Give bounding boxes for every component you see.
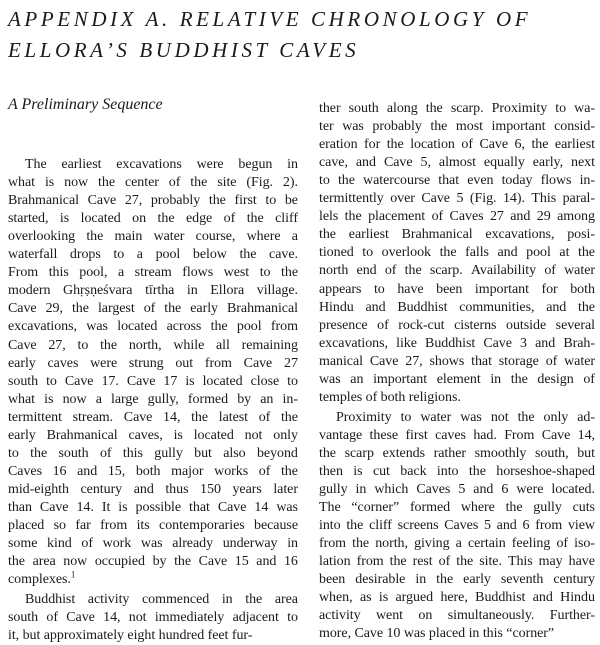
right-column-line: the earliest Brahmanical excavations, posi-	[319, 227, 595, 243]
right-column-line: termittently over Cave 5 (Fig. 14). This paral-	[319, 191, 595, 207]
right-column-line: presence of rock-cut cisterns outside several	[319, 317, 595, 333]
right-column-line: then is cut back into the horseshoe-shaped	[319, 464, 595, 479]
left-column-line: modern Ghṛṣṇeśvara tīrtha in Ellora village.	[8, 283, 298, 299]
right-column-line: ter was probably the most important consid-	[319, 119, 595, 135]
left-column-line: early Brahmanical caves, is located not only	[8, 427, 298, 443]
left-column-line: what is now a large gully, formed by an in-	[8, 391, 298, 407]
left-column-line: From this pool, a stream flows west to the	[8, 265, 298, 281]
left-column-line: south of Cave 14, not immediately adjacent to	[8, 610, 298, 626]
left-column-line: Caves 16 and 15, both major works of the	[8, 463, 298, 479]
right-column-line: to the watercourse that even today flows in-	[319, 173, 595, 189]
left-column-line: it, but approximately eight hundred feet fur-	[8, 628, 253, 644]
left-column-line: Buddhist activity commenced in the area	[25, 592, 298, 608]
right-column-line: Proximity to water was not the only ad-	[336, 409, 595, 425]
left-column-line: termittent stream. Cave 14, the latest of the	[8, 409, 298, 425]
footnote-marker: 1	[70, 569, 76, 580]
right-column-line: vantage these first caves had. From Cave 14,	[319, 427, 595, 443]
right-column-line: activity went on simultaneously. Further-	[319, 608, 595, 624]
left-column-line: Cave 29, the largest of the early Brahmanical	[8, 301, 298, 317]
right-column-line: the scarp extends rather smoothly south, but	[319, 445, 595, 461]
left-column-line: The earliest excavations were begun in	[25, 157, 298, 172]
left-column-line: Cave 27, to the north, while all remaining	[8, 337, 298, 353]
right-column-line: lels the placement of Caves 27 and 29 among	[319, 209, 595, 225]
appendix-title-line-1: APPENDIX A. RELATIVE CHRONOLOGY OF	[8, 7, 532, 31]
left-column-line: than Cave 14. It is possible that Cave 14 was	[8, 499, 298, 515]
left-column-line: complexes.$^1$	[8, 569, 76, 588]
right-column-line: north end of the scarp. Availability of water	[319, 263, 595, 279]
right-column-line: more, Cave 10 was placed in this “corner”	[319, 626, 555, 642]
left-column-line: started, is located on the edge of the cliff	[8, 211, 298, 227]
right-column-line: temples of both religions.	[319, 389, 461, 405]
left-column-line: overlooking the main water course, where a	[8, 229, 298, 245]
left-column-line: excavations, was located across the pool from	[8, 319, 298, 335]
right-column-line: gully in which Caves 5 and 6 were located.	[319, 482, 595, 498]
right-column-line: tioned to overlook the falls and pool at the	[319, 245, 595, 261]
left-column-line: the area now occupied by the Cave 15 and 16	[8, 554, 298, 570]
section-heading: A Preliminary Sequence	[8, 96, 163, 113]
right-column-line: from the north, giving a certain feeling of iso-	[319, 536, 595, 552]
left-column-line: Brahmanical Cave 27, probably the first to be	[8, 193, 298, 209]
appendix-title-line-2: ELLORA’S BUDDHIST CAVES	[8, 38, 360, 62]
left-column-line: early caves were strung out from Cave 27	[8, 355, 298, 371]
appendix-title	[8, 4, 593, 66]
right-column-line: into the cliff screens Caves 5 and 6 from view	[319, 518, 595, 534]
right-column-line: was an important element in the design of	[319, 371, 595, 387]
right-column-line: cave, and Cave 5, almost equally early, next	[319, 155, 595, 171]
right-column-line: appears to have been important for both	[319, 281, 595, 297]
right-column-line: The “corner” formed where the gully cuts	[319, 500, 595, 516]
left-column-line: mid-eighth century and thus 150 years later	[8, 481, 298, 497]
right-column-line: been desirable in the early seventh century	[319, 572, 595, 588]
left-column-line: waterfall drops to a pool below the cave.	[8, 247, 298, 263]
left-column-line: some kind of work was already underway in	[8, 536, 298, 552]
left-column-line: south to Cave 17. Cave 17 is located close to	[8, 373, 298, 389]
left-column-line: what is now the center of the site (Fig. 2).	[8, 175, 298, 191]
right-column-line: when, as is argued here, Buddhist and Hindu	[319, 590, 595, 606]
right-column-line: manical Cave 27, shows that storage of water	[319, 353, 595, 369]
left-column-line: placed so far from its contemporaries because	[8, 518, 298, 533]
right-column-line: ther south along the scarp. Proximity to wa-	[319, 101, 595, 116]
right-column-line: lation from the rest of the site. This may have	[319, 554, 595, 570]
right-column-line: excavations, like Buddhist Cave 3 and Brah-	[319, 335, 595, 351]
right-column-line: eration for the location of Cave 6, the earliest	[319, 137, 595, 153]
right-column-line: Hindu and Buddhist communities, and the	[319, 299, 595, 315]
left-column-line: to the south of this gully but also beyond	[8, 445, 298, 461]
